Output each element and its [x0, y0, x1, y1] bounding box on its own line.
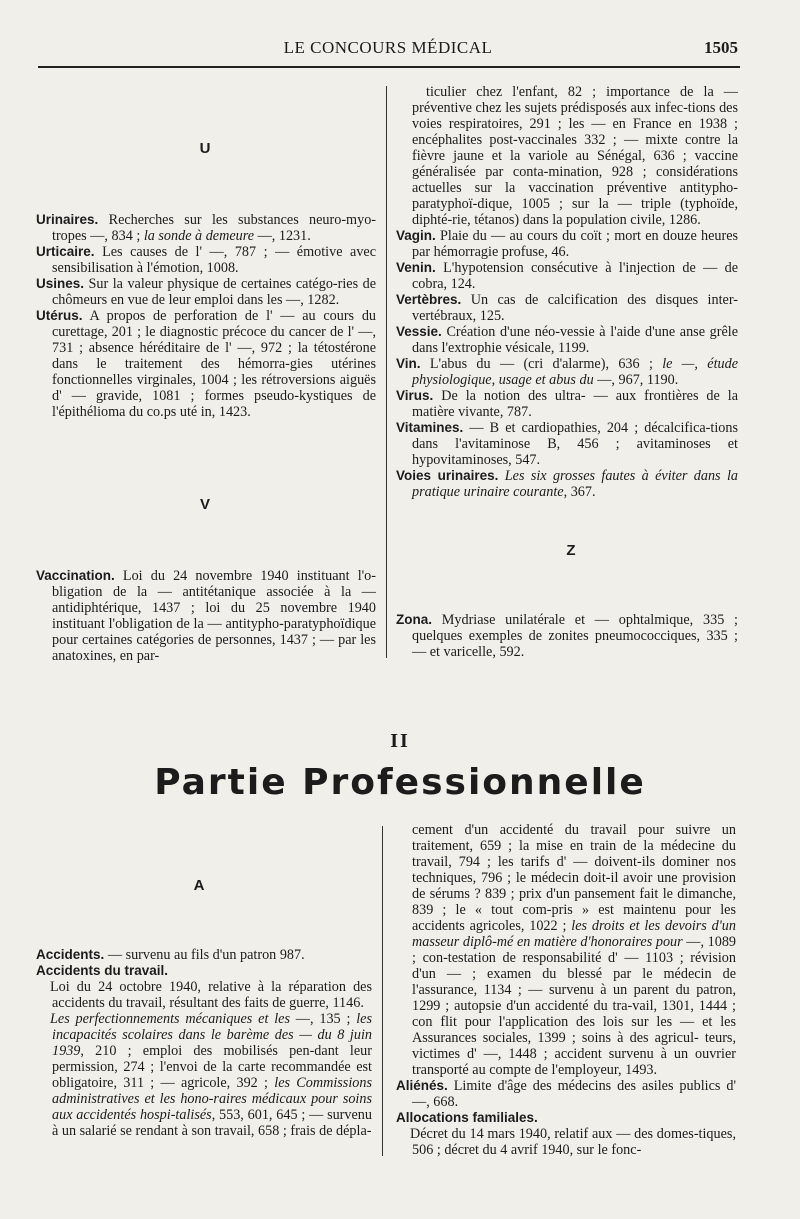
left-column-u [36, 212, 376, 420]
section-title: Partie Professionnelle [154, 762, 646, 803]
page-number: 1505 [704, 38, 738, 57]
section-letter-u: U [199, 140, 211, 157]
column-divider-top [386, 86, 387, 658]
left-column-a [36, 947, 372, 1139]
entry-vitamines: Vitamines. — B et cardiopathies, 204 ; décalcifica-tions dans l'avitaminose B, 456 ; avitaminoses et hypovitaminoses, 547. [396, 420, 738, 468]
entry-uterus: Utérus. A propos de perforation de l' — au cours du curettage, 201 ; le diagnostic précoce du cancer de l' —, 731 ; absence héréditaire de l' —, 972 ; la tétostérone dans le traitement des hémorra-gies utérines fonctionnelles virginales, 1004 ; les rétroversions aiguës d' — gravide, 1081 ; formes pseudo-kystiques de l'épithélioma du co.ps uté in, 1423. [36, 308, 377, 420]
paragraph-accidents-continued: cement d'un accidenté du travail pour suivre un traitement, 659 ; la mise en train de la médecine du travail, 794 ; les tarifs d' — doivent-ils dominer nos techniques, 796 ; le médecin doit-il avoir une provision de sérums ? 839 ; prix d'un pansement fait le dimanche, 839 ; le « tout com-pris » est maintenu pour les accidents agricoles, 1022 ; les droits et les devoirs d'un masseur diplô-mé en matière d'honoraires pour —, 1089 ; con-testation de responsabilité d' — 1103 ; révision d'un — ; examen du blessé par le médecin de l'assurance, 1134 ; — survenu à un parent du patron, 1299 ; autopsie d'un accidenté du tra-vail, 1301, 1444 ; con flit pour l'application des lois sur les — et les Assurances sociales, 1399 ; soins à des agricul- teurs, victimes d' —, 1448 ; accident survenu à un ouvrier transporté au compte de l'employeur, 1493. [412, 822, 737, 1078]
entry-vagin: Vagin. Plaie du — au cours du coït ; mort en douze heures par hémorragie profuse, 46. [396, 228, 739, 260]
section-letter-a: A [193, 877, 205, 894]
header-rule [38, 66, 740, 68]
entry-venin: Venin. L'hypotension consécutive à l'injection de — de cobra, 124. [396, 260, 738, 292]
entry-accidents: Accidents. — survenu au fils d'un patron 987. [36, 947, 305, 963]
left-column-v [36, 568, 376, 664]
entry-virus: Virus. De la notion des ultra- — aux frontières de la matière vivante, 787. [396, 388, 738, 420]
page-header [38, 38, 738, 64]
section-letter-z: Z [566, 542, 576, 559]
right-column-bottom [396, 822, 736, 1158]
entry-urticaire: Urticaire. Les causes de l' —, 787 ; — émotive avec sensibilisation à l'émotion, 1008. [36, 244, 377, 276]
entry-urinaires: Urinaires. Recherches sur les substances neuro-myo-tropes —, 834 ; la sonde à demeure —, 1231. [36, 212, 377, 244]
entry-alienes: Aliénés. Limite d'âge des médecins des asiles publics d' —, 668. [396, 1078, 736, 1110]
paragraph-allocations: Décret du 14 mars 1940, relatif aux — des domes-tiques, 506 ; décret du 4 avrif 1940, sur le fonc- [410, 1126, 736, 1158]
entry-vaccination: Vaccination. Loi du 24 novembre 1940 instituant l'o-bligation de la — antitétanique associée à la — antidiphtérique, 1437 ; loi du 25 novembre 1940 instituant l'obligation de la — antitypho-paratyphoïdique pour certaines catégories de personnes, 1437 ; — par les anatoxines, en par- [36, 568, 377, 664]
entry-vertebres: Vertèbres. Un cas de calcification des disques inter-vertébraux, 125. [396, 292, 738, 324]
entry-voies-urinaires: Voies urinaires. Les six grosses fautes à éviter dans la pratique urinaire courante, 367. [396, 468, 738, 500]
section-number: II [390, 730, 410, 752]
subhead-allocations: Allocations familiales. [396, 1110, 538, 1125]
entry-vin: Vin. L'abus du — (cri d'alarme), 636 ; le —, étude physiologique, usage et abus du —, 967, 1190. [396, 356, 739, 388]
right-column-top [396, 84, 738, 500]
section-letter-v: V [199, 496, 210, 513]
entry-zona: Zona. Mydriase unilatérale et — ophtalmique, 335 ; quelques exemples de zonites pneumococciques, 335 ; — et varicelle, 592. [396, 612, 738, 660]
right-column-z [396, 612, 738, 660]
vaccination-continued: ticulier chez l'enfant, 82 ; importance de la — préventive chez les sujets prédisposés aux infec-tions des voies respiratoires, 291 ; les — en France en 1938 ; encéphalites post-vaccinales 332 ; — mixte contre la fièvre jaune et la variole au Sénégal, 636 ; vaccine généralisée par conta-mination, 928 ; considérations actuelles sur la vaccination préventive antitypho-paratyphoï-dique, 1005 ; sur la — triple (typhoïde, diphté-rie, tétanos) dans la population civile, 1286. [412, 84, 738, 228]
paragraph-accidents-list: Les perfectionnements mécaniques et les —, 135 ; les incapacités scolaires dans le barème des — du 8 juin 1939, 210 ; emploi des mobilisés pen-dant leur permission, 274 ; l'envoi de la carte recommandée est obligatoire, 311 ; — agricole, 392 ; les Commissions administratives et les hono-raires médicaux pour soins aux accidentés hospi-talisés, 553, 601, 645 ; — survenu à un salarié se rendant à son travail, 658 ; frais de dépla- [50, 1011, 372, 1139]
journal-title: LE CONCOURS MÉDICAL [283, 38, 493, 57]
entry-vessie: Vessie. Création d'une néo-vessie à l'aide d'une anse grêle dans l'extrophie vésicale, 1199. [396, 324, 738, 356]
paragraph-loi-1940: Loi du 24 octobre 1940, relative à la réparation des accidents du travail, résultant des faits de guerre, 1146. [50, 979, 372, 1011]
subhead-accidents-travail: Accidents du travail. [36, 963, 169, 978]
entry-usines: Usines. Sur la valeur physique de certaines catégo-ries de chômeurs en vue de leur emploi dans les —, 1282. [36, 276, 376, 308]
column-divider-bottom [382, 826, 383, 1156]
